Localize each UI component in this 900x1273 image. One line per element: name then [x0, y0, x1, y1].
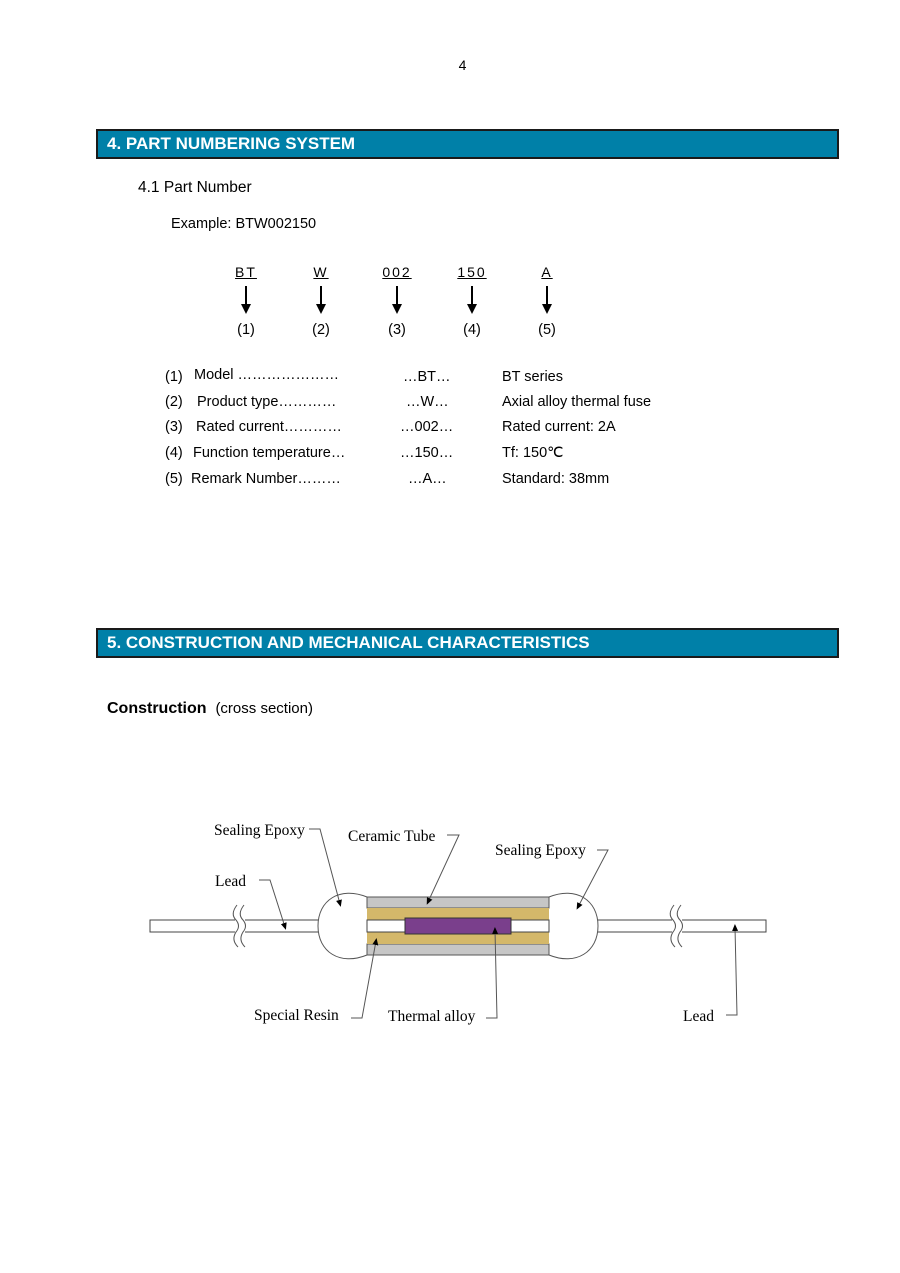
- code-index: (4): [463, 322, 481, 338]
- row-code: …A…: [408, 471, 447, 487]
- row-label: Function temperature…: [193, 445, 346, 461]
- row-description: Rated current: 2A: [502, 419, 616, 435]
- row-description: Standard: 38mm: [502, 471, 610, 487]
- ceramic-tube-bottom: [367, 944, 549, 955]
- code-part: 150: [457, 264, 487, 280]
- construction-note: (cross section): [215, 700, 313, 717]
- label-lead-right: Lead: [683, 1008, 714, 1025]
- code-index: (5): [538, 322, 556, 338]
- label-ceramic-tube: Ceramic Tube: [348, 828, 436, 845]
- code-index: (2): [312, 322, 330, 338]
- row-number: (3): [165, 419, 183, 435]
- code-part: A: [541, 264, 553, 280]
- row-code: …150…: [400, 445, 454, 461]
- section-4-header: 4. PART NUMBERING SYSTEM: [96, 129, 839, 159]
- row-number: (1): [165, 369, 183, 385]
- ceramic-tube-top: [367, 897, 549, 908]
- leader-line: [726, 927, 737, 1015]
- row-description: BT series: [502, 369, 563, 385]
- row-code: …W…: [406, 394, 449, 410]
- sealing-epoxy-right: [549, 893, 598, 959]
- row-label: Product type…………: [197, 394, 337, 410]
- label-thermal-alloy: Thermal alloy: [388, 1008, 476, 1025]
- label-sealing-epoxy-right: Sealing Epoxy: [495, 842, 586, 859]
- row-label: Rated current…………: [196, 419, 342, 435]
- row-number: (5): [165, 471, 183, 487]
- leader-line: [309, 829, 340, 904]
- sealing-epoxy-left: [318, 893, 367, 959]
- label-lead-left: Lead: [215, 873, 246, 890]
- row-code: …BT…: [403, 369, 451, 385]
- code-index: (3): [388, 322, 406, 338]
- construction-bold: Construction: [107, 700, 207, 717]
- part-number-example: Example: BTW002150: [171, 216, 317, 232]
- row-label: Remark Number………: [191, 471, 341, 487]
- row-number: (2): [165, 394, 183, 410]
- code-part: BT: [235, 264, 257, 280]
- label-special-resin: Special Resin: [254, 1007, 339, 1024]
- row-code: …002…: [400, 419, 454, 435]
- code-part: W: [313, 264, 329, 280]
- row-label: Model …………………: [194, 367, 340, 383]
- row-description: Tf: 150℃: [502, 445, 564, 461]
- row-number: (4): [165, 445, 183, 461]
- section-5-header: 5. CONSTRUCTION AND MECHANICAL CHARACTERISTICS: [96, 628, 839, 658]
- code-index: (1): [237, 322, 255, 338]
- row-description: Axial alloy thermal fuse: [502, 394, 652, 410]
- leader-line: [428, 835, 459, 902]
- code-part: 002: [382, 264, 412, 280]
- page-number: 4: [458, 57, 467, 73]
- part-number-subtitle: 4.1 Part Number: [138, 179, 252, 196]
- label-sealing-epoxy-left: Sealing Epoxy: [214, 822, 305, 839]
